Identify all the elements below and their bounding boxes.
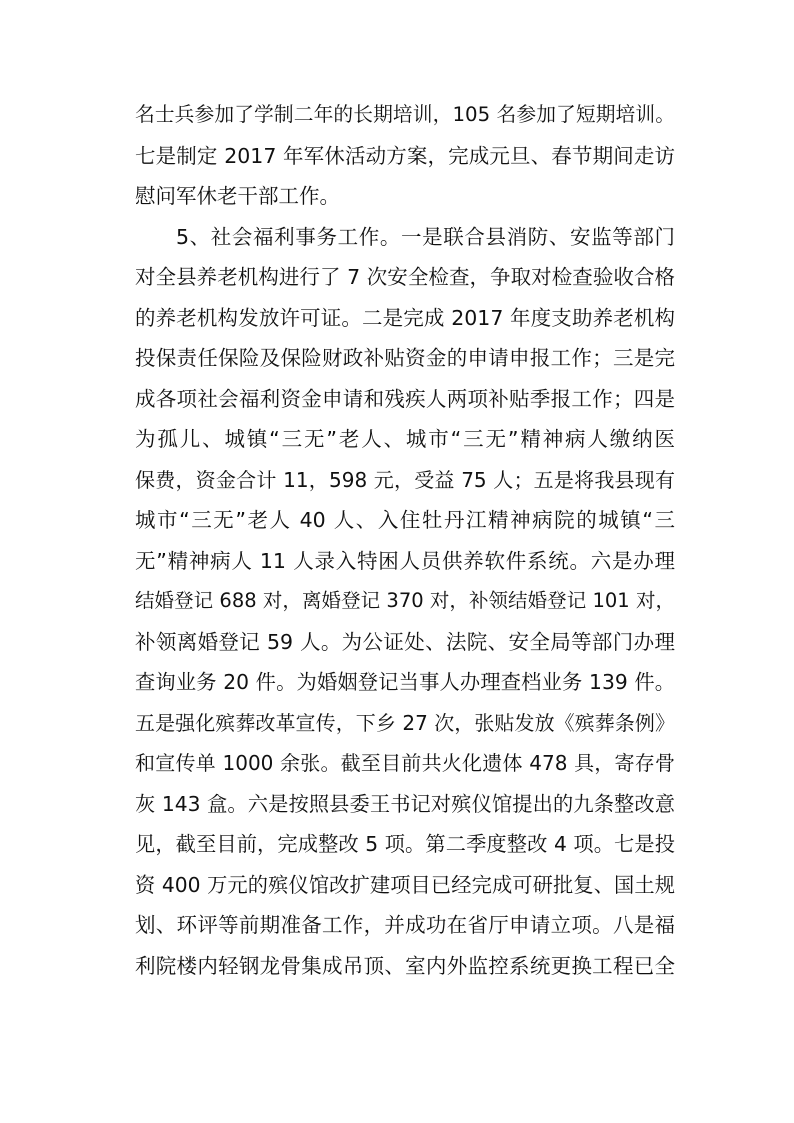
text-line: 见，截至目前，完成整改 5 项。第二季度整改 4 项。七是投 xyxy=(135,832,675,856)
text-line: 利院楼内轻钢龙骨集成吊顶、室内外监控系统更换工程已全 xyxy=(135,953,675,978)
text-line: 结婚登记 688 对，离婚登记 370 对，补领结婚登记 101 对， xyxy=(135,589,675,612)
text-line: 查询业务 20 件。为婚姻登记当事人办理查档业务 139 件。 xyxy=(135,670,675,694)
text-line: 资 400 万元的殡仪馆改扩建项目已经完成可研批复、国土规 xyxy=(135,872,675,897)
text-line: 七是制定 2017 年军休活动方案，完成元旦、春节期间走访 xyxy=(135,143,675,168)
text-line: 为孤儿、城镇“三无”老人、城市“三无”精神病人缴纳医 xyxy=(135,427,675,451)
text-line: 和宣传单 1000 余张。截至目前共火化遗体 478 具，寄存骨 xyxy=(135,751,675,775)
text-line: 成各项社会福利资金申请和残疾人两项补贴季报工作；四是 xyxy=(135,386,675,411)
text-line: 补领离婚登记 59 人。为公证处、法院、安全局等部门办理 xyxy=(135,629,675,654)
text-line: 五是强化殡葬改革宣传，下乡 27 次，张贴发放《殡葬条例》 xyxy=(135,710,675,735)
text-line: 慰问军休老干部工作。 xyxy=(135,184,340,208)
text-line: 的养老机构发放许可证。二是完成 2017 年度支助养老机构 xyxy=(135,305,675,330)
text-line: 城市“三无”老人 40 人、入住牡丹江精神病院的城镇“三 xyxy=(135,508,675,532)
text-line: 划、环评等前期准备工作，并成功在省厅申请立项。八是福 xyxy=(135,913,675,937)
text-line: 无”精神病人 11 人录入特困人员供养软件系统。六是办理 xyxy=(135,548,675,573)
text-line: 灰 143 盒。六是按照县委王书记对殡仪馆提出的九条整改意 xyxy=(135,791,675,816)
text-line: 对全县养老机构进行了 7 次安全检查，争取对检查验收合格 xyxy=(135,265,675,289)
section-heading-line: 5、社会福利事务工作。一是联合县消防、安监等部门 xyxy=(176,224,675,249)
body-text xyxy=(135,95,675,986)
text-line: 名士兵参加了学制二年的长期培训，105 名参加了短期培训。 xyxy=(135,103,675,126)
text-line: 投保责任保险及保险财政补贴资金的申请申报工作；三是完 xyxy=(135,346,675,370)
text-line: 保费，资金合计 11，598 元，受益 75 人；五是将我县现有 xyxy=(135,467,675,492)
